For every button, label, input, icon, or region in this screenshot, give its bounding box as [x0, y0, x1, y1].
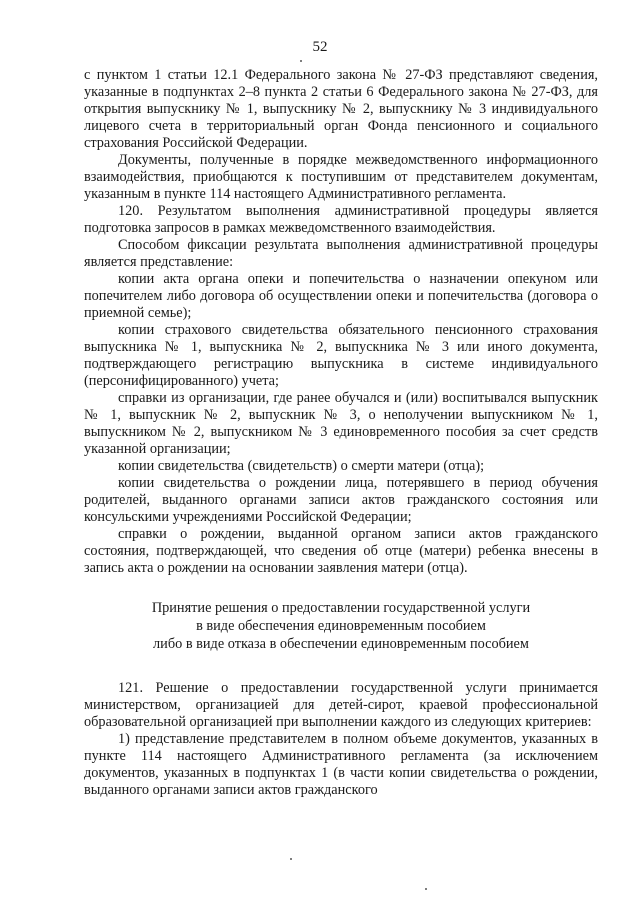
- section-heading-line-2: в виде обеспечения единовременным пособием: [196, 618, 486, 634]
- page-number: 52: [312, 39, 328, 55]
- paragraphs-before-heading: [84, 67, 598, 577]
- paragraph-birth-certificate: копии свидетельства о рождении лица, потерявшего в период обучения родителей, выданного органами записи актов гражданского состояния или консульскими учреждениями Российской Федерации;: [84, 475, 598, 525]
- paragraph-criterion-1: 1) представление представителем в полном объеме документов, указанных в пункте 114 настоящего Административного регламента (за исключением документов, указанных в подпунктах 1 (в части копии свидетельства о рождении, выданного органами записи актов гражданского: [84, 731, 598, 798]
- scan-speck: [290, 858, 292, 860]
- paragraph-guardianship-act: копии акта органа опеки и попечительства о назначении опекуном или попечителем либо договора об осуществлении опеки и попечительства (договора о приемной семье);: [84, 271, 598, 321]
- paragraph-fixation-method: Способом фиксации результата выполнения административной процедуры является представление:: [84, 237, 598, 270]
- paragraph-documents-obtained: Документы, полученные в порядке межведомственного информационного взаимодействия, приобщаются к поступившим от представителем документам, указанным в пункте 114 настоящего Административного регламента.: [84, 152, 598, 202]
- scan-speck: [300, 60, 302, 62]
- scan-speck: [425, 888, 427, 890]
- paragraph-death-certificate: копии свидетельства (свидетельств) о смерти матери (отца);: [118, 458, 485, 474]
- paragraph-item-121: 121. Решение о предоставлении государственной услуги принимается министерством, организацией для детей-сирот, краевой профессиональной образовательной организацией при выполнении каждого из следующих критериев:: [84, 680, 598, 730]
- section-heading-line-3: либо в виде отказа в обеспечении единовременным пособием: [153, 636, 529, 652]
- paragraph-birth-record-certificate: справки о рождении, выданной органом записи актов гражданского состояния, подтверждающей, что сведения об отце (матери) ребенка внесены в запись акта о рождении на основании заявления матери (отца).: [84, 526, 598, 576]
- paragraph-item-120: 120. Результатом выполнения административной процедуры является подготовка запросов в рамках межведомственного взаимодействия.: [84, 203, 598, 236]
- document-body: [84, 67, 598, 799]
- paragraph-organization-certificate: справки из организации, где ранее обучался и (или) воспитывался выпускник № 1, выпускник № 2, выпускник № 3, о неполучении выпускником № 1, выпускником № 2, выпускником № 3 единовременного пособия за счет средств указанной организации;: [84, 390, 598, 457]
- paragraphs-after-heading: [84, 680, 598, 799]
- section-heading: [84, 599, 598, 653]
- paragraph-insurance-certificate: копии страхового свидетельства обязательного пенсионного страхования выпускника № 1, выпускника № 2, выпускника № 3 или иного документа, подтверждающего регистрацию выпускника в системе индивидуального (персонифицированного) учета;: [84, 322, 598, 389]
- paragraph-continuation: с пунктом 1 статьи 12.1 Федерального закона № 27-ФЗ представляют сведения, указанные в подпунктах 2–8 пункта 2 статьи 6 Федерального закона № 27-ФЗ, для открытия выпускнику № 1, выпускнику № 2, выпускнику № 3 индивидуального лицевого счета в территориальный орган Фонда пенсионного и социального страхования Российской Федерации.: [84, 67, 598, 151]
- section-heading-line-1: Принятие решения о предоставлении государственной услуги: [151, 600, 531, 616]
